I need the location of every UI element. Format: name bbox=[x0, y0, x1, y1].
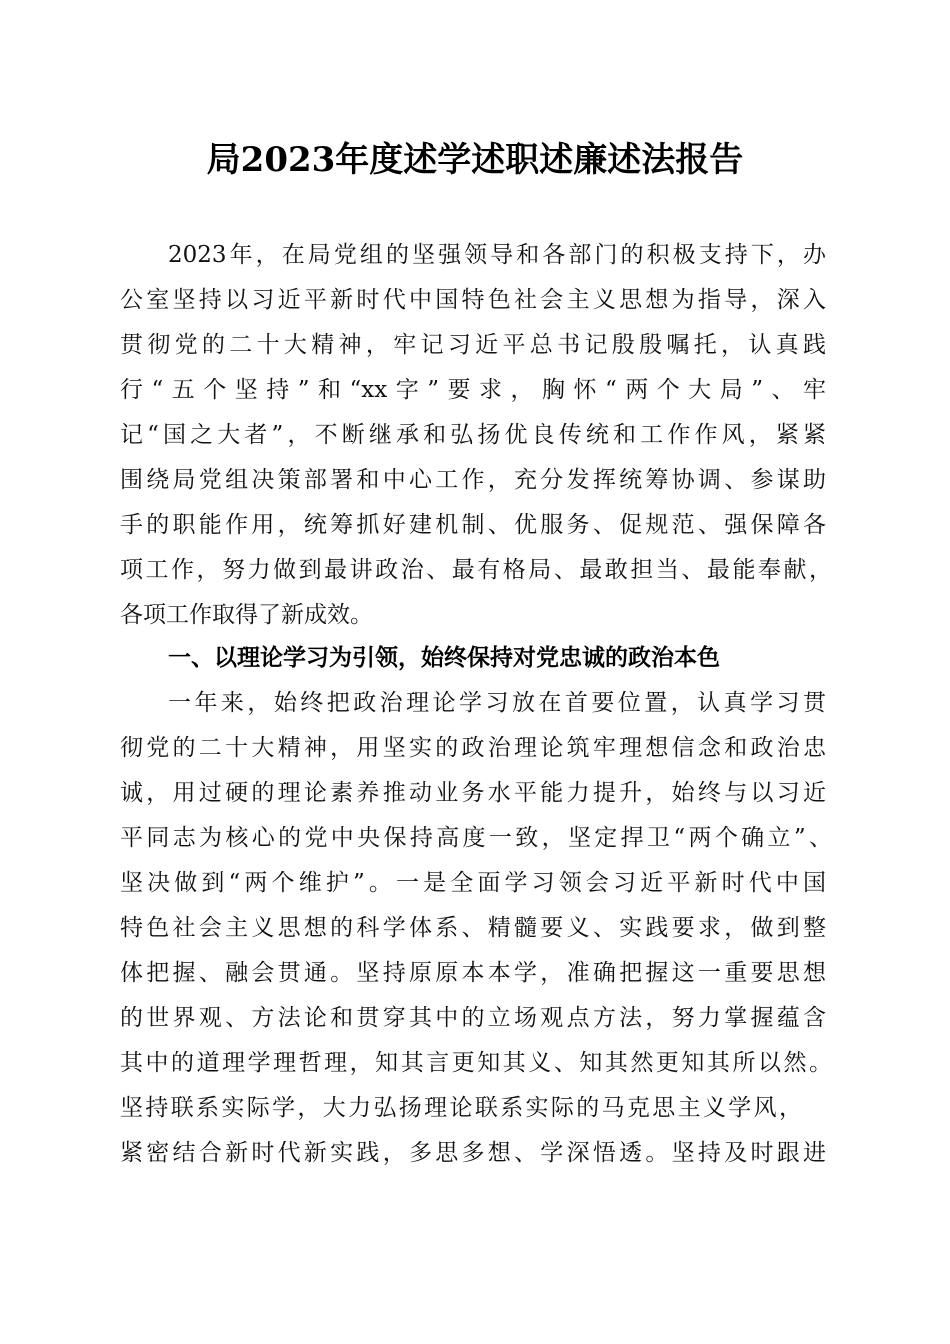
paragraph-line: 各项工作取得了新成效。 bbox=[120, 602, 373, 628]
paragraph-line: 彻党的二十大精神，用坚实的政治理论筑牢理想信念和政治忠 bbox=[120, 735, 826, 761]
paragraph-line: 记“国之大者”，不断继承和弘扬优良传统和工作作风，紧紧 bbox=[120, 422, 826, 448]
paragraph-line: 的世界观、方法论和贯穿其中的立场观点方法，努力掌握蕴含 bbox=[120, 1005, 826, 1031]
paragraph-line: 贯彻党的二十大精神，牢记习近平总书记殷殷嘱托，认真践 bbox=[120, 332, 826, 358]
paragraph-line: 项工作，努力做到最讲政治、最有格局、最敢担当、最能奉献， bbox=[120, 557, 832, 583]
paragraph-line: 手的职能作用，统筹抓好建机制、优服务、促规范、强保障各 bbox=[120, 512, 826, 538]
paragraph-line: 紧密结合新时代新实践，多思多想、学深悟透。坚持及时跟进 bbox=[120, 1140, 826, 1166]
paragraph-line: 特色社会主义思想的科学体系、精髓要义、实践要求，做到整 bbox=[120, 915, 826, 941]
paragraph-line: 体把握、融会贯通。坚持原原本本学，准确把握这一重要思想 bbox=[120, 960, 826, 986]
document-title: 局2023年度述学述职述廉述法报告 bbox=[206, 140, 744, 180]
paragraph-line: 一年来，始终把政治理论学习放在首要位置，认真学习贯 bbox=[168, 690, 826, 716]
paragraph-line: 坚决做到“两个维护”。一是全面学习领会习近平新时代中国 bbox=[120, 870, 826, 896]
paragraph-line: 行“五个坚持”和“xx字”要求，胸怀“两个大局”、牢 bbox=[120, 377, 826, 403]
paragraph-line: 围绕局党组决策部署和中心工作，充分发挥统筹协调、参谋助 bbox=[120, 467, 826, 493]
paragraph-line: 平同志为核心的党中央保持高度一致，坚定捍卫“两个确立”、 bbox=[120, 825, 832, 851]
paragraph-line: 公室坚持以习近平新时代中国特色社会主义思想为指导，深入 bbox=[120, 287, 826, 313]
paragraph-line: 其中的道理学理哲理，知其言更知其义、知其然更知其所以然。 bbox=[120, 1050, 832, 1076]
paragraph-line: 诚，用过硬的理论素养推动业务水平能力提升，始终与以习近 bbox=[120, 780, 826, 806]
paragraph-line: 坚持联系实际学，大力弘扬理论联系实际的马克思主义学风， bbox=[120, 1095, 802, 1121]
section-heading: 一、以理论学习为引领，始终保持对党忠诚的政治本色 bbox=[168, 645, 720, 671]
paragraph-line: 2023年，在局党组的坚强领导和各部门的积极支持下，办 bbox=[168, 242, 826, 268]
